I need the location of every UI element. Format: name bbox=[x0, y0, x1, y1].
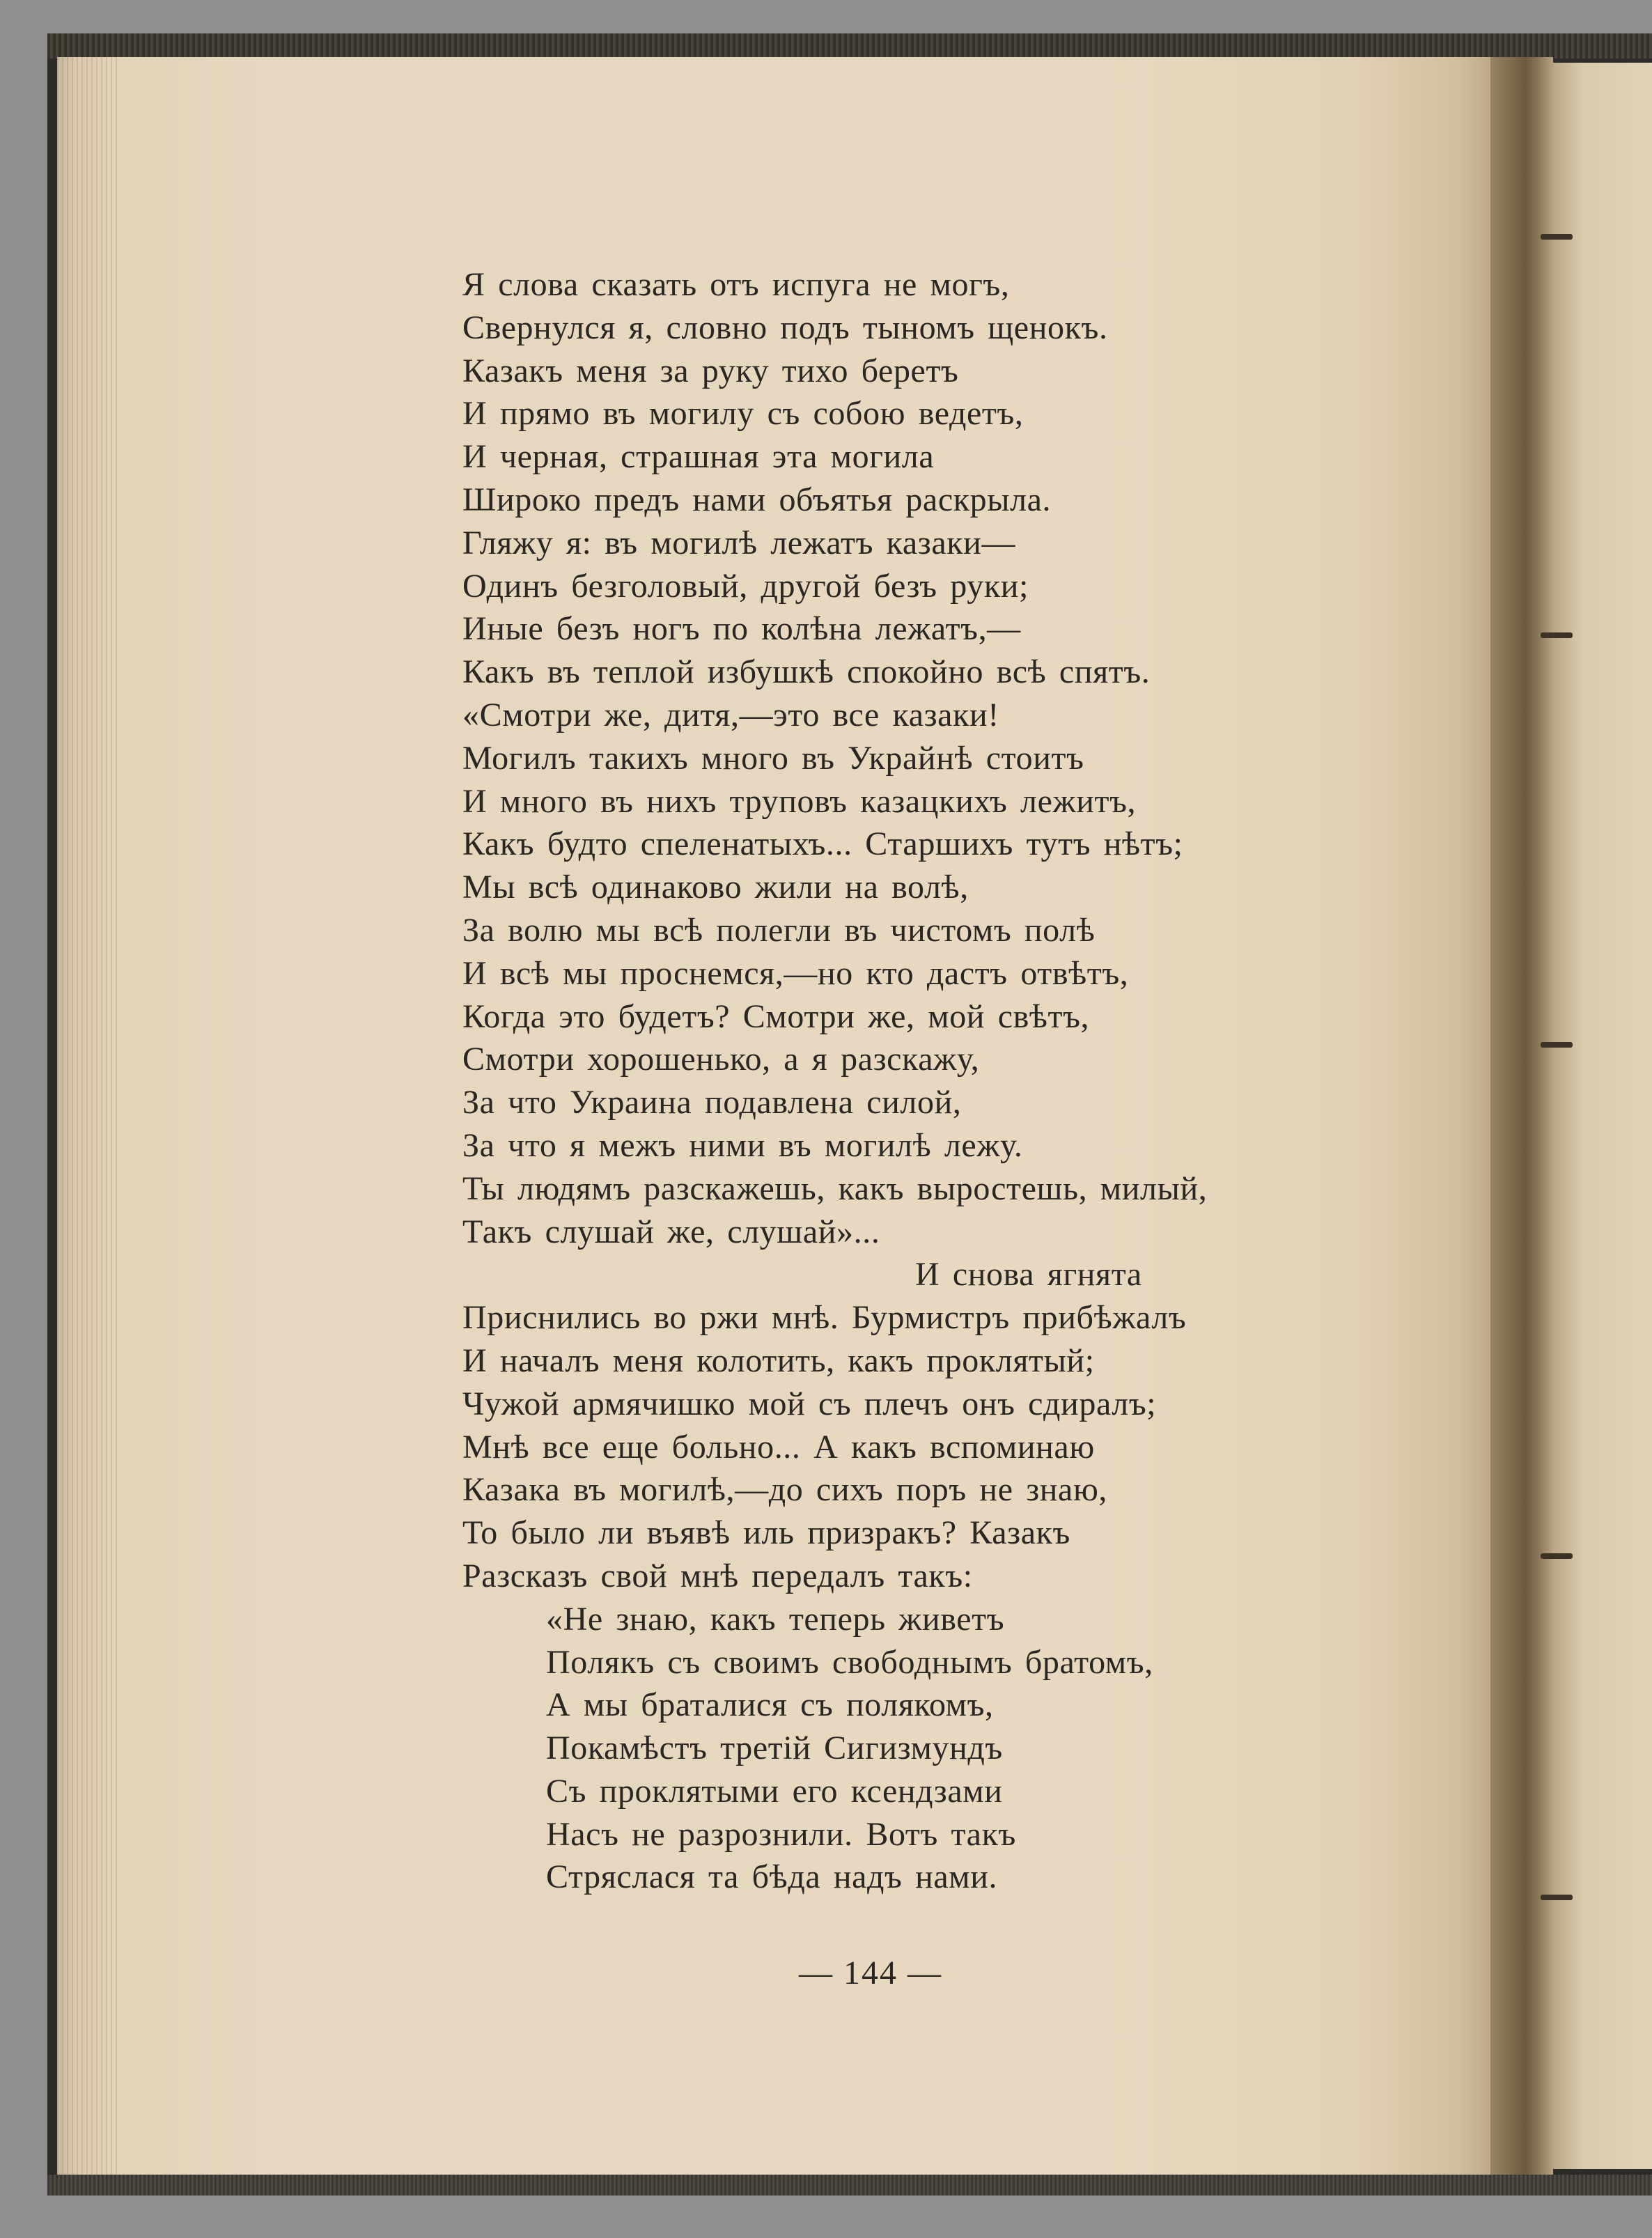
poem-line: «Смотри же, дитя,—это все казаки! bbox=[462, 696, 999, 733]
poem-line: Могилъ такихъ много въ Украйнѣ стоитъ bbox=[462, 739, 1084, 777]
cover-bottom-edge bbox=[47, 2175, 1652, 2196]
binding-thread bbox=[1541, 632, 1573, 638]
poem-line-indented: Полякъ съ своимъ свободнымъ братомъ, bbox=[546, 1643, 1153, 1681]
poem-line-indented: «Не знаю, какъ теперь живетъ bbox=[546, 1600, 1005, 1638]
poem-line-indented: Стряслася та бѣда надъ нами. bbox=[546, 1858, 998, 1896]
poem-line: И черная, страшная эта могила bbox=[462, 438, 935, 476]
poem-line: Какъ будто спеленатыхъ... Старшихъ тутъ нѣтъ; bbox=[462, 825, 1183, 863]
poem-line: Такъ слушай же, слушай»... bbox=[462, 1213, 880, 1250]
poem-line: Смотри хорошенько, а я разскажу, bbox=[462, 1041, 980, 1078]
cover-top-edge bbox=[47, 33, 1652, 59]
facing-page bbox=[1553, 63, 1652, 2169]
poem-line: Я слова сказать отъ испуга не могъ, bbox=[462, 266, 1010, 303]
poem-line: То было ли въявѣ иль призракъ? Казакъ bbox=[462, 1514, 1070, 1552]
binding-thread bbox=[1541, 1042, 1573, 1048]
poem-line: Казакъ меня за руку тихо беретъ bbox=[462, 352, 959, 389]
poem-line-indented: Съ проклятыми его ксендзами bbox=[546, 1772, 1003, 1810]
page-edges bbox=[57, 57, 120, 2175]
poem-line: Когда это будетъ? Смотри же, мой свѣтъ, bbox=[462, 997, 1090, 1035]
page-number: — 144 — bbox=[799, 1955, 942, 1991]
binding-thread bbox=[1541, 1553, 1573, 1559]
poem-line: Ты людямъ разскажешь, какъ выростешь, милый, bbox=[462, 1169, 1208, 1207]
poem-line: Какъ въ теплой избушкѣ спокойно всѣ спятъ. bbox=[462, 653, 1151, 691]
poem-line: За что Украина подавлена силой, bbox=[462, 1084, 962, 1121]
poem-line: Казака въ могилѣ,—до сихъ поръ не знаю, bbox=[462, 1471, 1108, 1509]
poem-line-indented: Покамѣстъ третій Сигизмундъ bbox=[546, 1730, 1003, 1767]
binding-thread bbox=[1541, 234, 1573, 240]
poem-line: И прямо въ могилу съ собою ведетъ, bbox=[462, 395, 1024, 433]
poem-line: Чужой армячишко мой съ плечъ онъ сдиралъ; bbox=[462, 1385, 1157, 1422]
poem-line: За что я межъ ними въ могилѣ лежу. bbox=[462, 1126, 1023, 1164]
poem-line: Одинъ безголовый, другой безъ руки; bbox=[462, 567, 1029, 605]
poem-line: Свернулся я, словно подъ тыномъ щенокъ. bbox=[462, 309, 1108, 346]
poem-line: Мы всѣ одинаково жили на волѣ, bbox=[462, 869, 969, 906]
poem-line-indented: Насъ не разрознили. Вотъ такъ bbox=[546, 1815, 1016, 1853]
poem-line: Иные безъ ногъ по колѣна лежатъ,— bbox=[462, 610, 1021, 648]
poem-line: И много въ нихъ труповъ казацкихъ лежитъ, bbox=[462, 782, 1137, 820]
poem-line: Разсказъ свой мнѣ передалъ такъ: bbox=[462, 1557, 973, 1594]
poem-line: Приснились во ржи мнѣ. Бурмистръ прибѣжалъ bbox=[462, 1299, 1187, 1337]
binding-thread bbox=[1541, 1895, 1573, 1900]
poem-text bbox=[462, 263, 1368, 1899]
poem-line: И всѣ мы проснемся,—но кто дастъ отвѣтъ, bbox=[462, 954, 1129, 992]
poem-line: Гляжу я: въ могилѣ лежатъ казаки— bbox=[462, 524, 1016, 561]
book-spine-gutter bbox=[1490, 57, 1553, 2175]
poem-line: Мнѣ все еще больно... А какъ вспоминаю bbox=[462, 1428, 1095, 1466]
poem-line-split: И снова ягнята bbox=[915, 1256, 1142, 1293]
poem-line: За волю мы всѣ полегли въ чистомъ полѣ bbox=[462, 911, 1096, 949]
poem-line: Широко предъ нами объятья раскрыла. bbox=[462, 481, 1052, 518]
poem-line-indented: А мы браталися съ полякомъ, bbox=[546, 1686, 994, 1724]
poem-line: И началъ меня колотить, какъ проклятый; bbox=[462, 1342, 1095, 1379]
